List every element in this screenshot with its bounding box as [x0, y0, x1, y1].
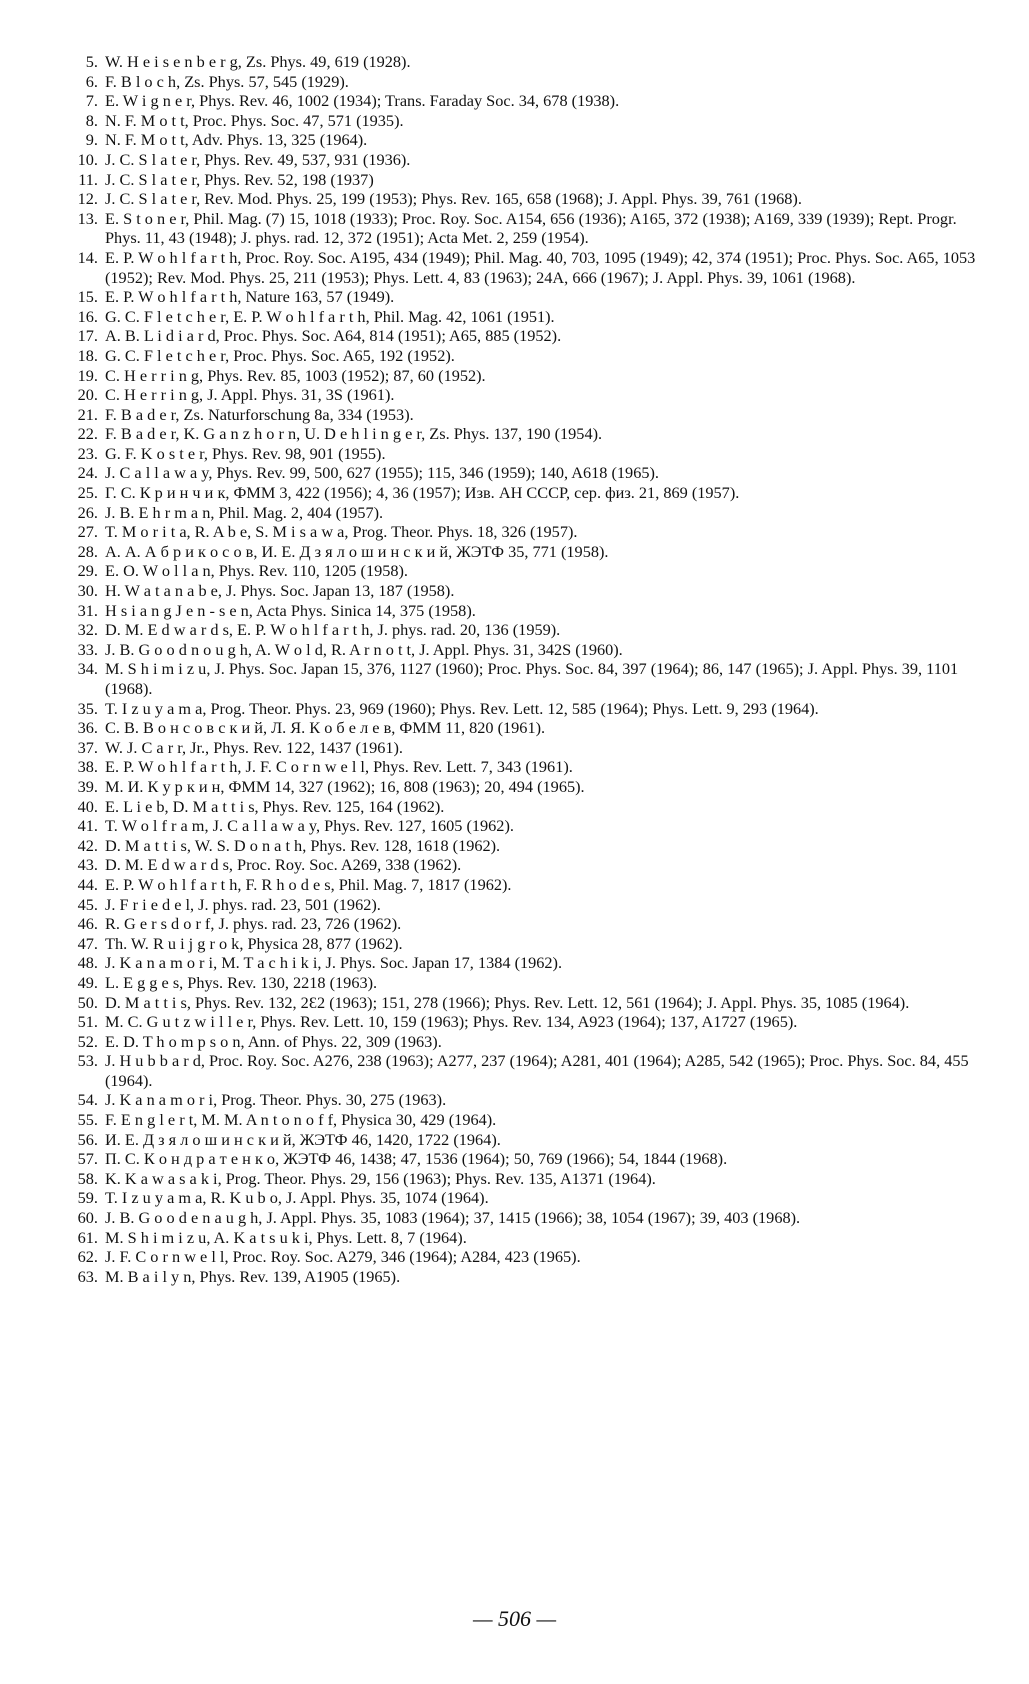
reference-text: T. I z u y a m a, R. K u b o, J. Appl. Phys. 35, 1074 (1964). [105, 1188, 489, 1208]
reference-text: N. F. M o t t, Proc. Phys. Soc. 47, 571 (1935). [105, 110, 404, 130]
reference-item [62, 640, 977, 660]
reference-text: D. M a t t i s, W. S. D o n a t h, Phys. Rev. 128, 1618 (1962). [105, 835, 501, 855]
reference-item [62, 91, 977, 111]
reference-number: 47. [77, 933, 98, 953]
reference-item [62, 738, 977, 758]
reference-item [62, 718, 977, 738]
reference-item [62, 483, 977, 503]
reference-text: Г. С. К р и н ч и к, ФММ 3, 422 (1956); 4, 36 (1957); Изв. АН СССР, сер. физ. 21, 869 (1957). [105, 483, 740, 503]
reference-item [62, 366, 977, 386]
reference-number: 10. [77, 149, 98, 169]
reference-text: E. D. T h o m p s o n, Ann. of Phys. 22, 309 (1963). [105, 1031, 442, 1051]
reference-item [62, 209, 977, 248]
reference-number: 39. [77, 776, 98, 796]
reference-item [62, 150, 977, 170]
reference-text: A. B. L i d i a r d, Proc. Phys. Soc. A64, 814 (1951); A65, 885 (1952). [105, 326, 562, 346]
reference-text: H. W a t a n a b e, J. Phys. Soc. Japan 13, 187 (1958). [105, 581, 455, 601]
reference-number: 24. [77, 463, 98, 483]
reference-text: E. O. W o l l a n, Phys. Rev. 110, 1205 (1958). [105, 561, 408, 581]
reference-number: 37. [77, 737, 98, 757]
reference-number: 25. [77, 483, 98, 503]
reference-text: Th. W. R u i j g r o k, Physica 28, 877 (1962). [105, 933, 403, 953]
reference-item [62, 561, 977, 581]
reference-item [62, 777, 977, 797]
reference-item [62, 836, 977, 856]
reference-text: J. F r i e d e l, J. phys. rad. 23, 501 (1962). [105, 894, 381, 914]
reference-text: E. P. W o h l f a r t h, J. F. C o r n w e l l, Phys. Rev. Lett. 7, 343 (1961). [105, 757, 573, 777]
reference-item [62, 405, 977, 425]
reference-number: 16. [77, 306, 98, 326]
reference-item [62, 816, 977, 836]
reference-text: W. H e i s e n b e r g, Zs. Phys. 49, 619 (1928). [105, 52, 411, 71]
reference-text: M. C. G u t z w i l l e r, Phys. Rev. Lett. 10, 159 (1963); Phys. Rev. 134, A923 (1964); 137, A1727 (1965). [105, 1012, 798, 1032]
reference-text: T. W o l f r a m, J. C a l l a w a y, Phys. Rev. 127, 1605 (1962). [105, 816, 514, 836]
reference-text: L. E g g e s, Phys. Rev. 130, 2218 (1963). [105, 972, 378, 992]
reference-item [62, 1110, 977, 1130]
reference-text: G. C. F l e t c h e r, Proc. Phys. Soc. A65, 192 (1952). [105, 345, 455, 365]
reference-number: 30. [77, 581, 98, 601]
reference-item [62, 326, 977, 346]
reference-number: 40. [77, 796, 98, 816]
reference-item [62, 797, 977, 817]
reference-text: J. C. S l a t e r, Phys. Rev. 49, 537, 931 (1936). [105, 149, 411, 169]
reference-text: E. W i g n e r, Phys. Rev. 46, 1002 (1934); Trans. Faraday Soc. 34, 678 (1938). [105, 91, 620, 111]
reference-number: 60. [77, 1208, 98, 1228]
reference-text: F. B a d e r, K. G a n z h o r n, U. D e h l i n g e r, Zs. Phys. 137, 190 (1954). [105, 424, 603, 444]
reference-item [62, 620, 977, 640]
reference-number: 26. [77, 502, 98, 522]
reference-number: 33. [77, 639, 98, 659]
reference-text: J. B. G o o d n o u g h, A. W o l d, R. A r n o t t, J. Appl. Phys. 31, 342S (1960). [105, 639, 623, 659]
reference-number: 22. [77, 424, 98, 444]
reference-text: J. C. S l a t e r, Rev. Mod. Phys. 25, 199 (1953); Phys. Rev. 165, 658 (1968); J. Appl. Phys. 39, 761 (1968). [105, 189, 802, 209]
reference-number: 14. [77, 247, 98, 267]
reference-text: А. А. А б р и к о с о в, И. Е. Д з я л о ш и н с к и й, ЖЭТФ 35, 771 (1958). [105, 541, 609, 561]
reference-item [62, 111, 977, 131]
reference-number: 38. [77, 757, 98, 777]
reference-text: М. И. К у р к и н, ФММ 14, 327 (1962); 16, 808 (1963); 20, 494 (1965). [105, 776, 585, 796]
reference-text: F. B l o c h, Zs. Phys. 57, 545 (1929). [105, 71, 349, 91]
reference-number: 62. [77, 1247, 98, 1267]
page-number: — 506 — [472, 1606, 557, 1631]
reference-text: T. M o r i t a, R. A b e, S. M i s a w a, Prog. Theor. Phys. 18, 326 (1957). [105, 522, 578, 542]
reference-item [62, 1032, 977, 1052]
reference-text: C. H e r r i n g, J. Appl. Phys. 31, 3S (1961). [105, 385, 395, 405]
reference-item [62, 1267, 977, 1287]
reference-text: J. K a n a m o r i, Prog. Theor. Phys. 30, 275 (1963). [105, 1090, 447, 1110]
reference-text: W. J. C a r r, Jr., Phys. Rev. 122, 1437 (1961). [105, 737, 403, 757]
reference-item [62, 1169, 977, 1189]
reference-list [62, 52, 977, 1286]
reference-text: G. C. F l e t c h e r, E. P. W o h l f a r t h, Phil. Mag. 42, 1061 (1951). [105, 306, 555, 326]
reference-item [62, 757, 977, 777]
reference-text: D. M. E d w a r d s, E. P. W o h l f a r t h, J. phys. rad. 20, 136 (1959). [105, 620, 561, 640]
reference-number: 32. [77, 620, 98, 640]
reference-number: 23. [77, 443, 98, 463]
reference-item [62, 581, 977, 601]
reference-item [62, 699, 977, 719]
reference-number: 12. [77, 189, 98, 209]
reference-text: R. G e r s d o r f, J. phys. rad. 23, 726 (1962). [105, 914, 402, 934]
reference-item [62, 346, 977, 366]
reference-item [62, 287, 977, 307]
reference-item [62, 993, 977, 1013]
reference-number: 59. [77, 1188, 98, 1208]
reference-text: И. Е. Д з я л о ш и н с к и й, ЖЭТФ 46, 1420, 1722 (1964). [105, 1129, 501, 1149]
reference-number: 15. [77, 287, 98, 307]
reference-item [62, 1090, 977, 1110]
reference-number: 58. [77, 1168, 98, 1188]
reference-text: П. С. К о н д р а т е н к о, ЖЭТФ 46, 1438; 47, 1536 (1964); 50, 769 (1966); 54, 1844 (1968). [105, 1149, 728, 1169]
reference-text: F. E n g l e r t, M. M. A n t o n o f f, Physica 30, 429 (1964). [105, 1110, 497, 1130]
reference-number: 35. [77, 698, 98, 718]
reference-item [62, 463, 977, 483]
reference-item [62, 953, 977, 973]
reference-number: 34. [77, 659, 98, 679]
reference-number: 54. [77, 1090, 98, 1110]
reference-number: 43. [77, 855, 98, 875]
reference-item [62, 1208, 977, 1228]
reference-number: 11. [78, 169, 98, 189]
reference-text: M. S h i m i z u, A. K a t s u k i, Phys. Lett. 8, 7 (1964). [105, 1227, 467, 1247]
reference-text: J. C a l l a w a y, Phys. Rev. 99, 500, 627 (1955); 115, 346 (1959); 140, A618 (1965). [105, 463, 659, 483]
reference-text: D. M. E d w a r d s, Proc. Roy. Soc. A269, 338 (1962). [105, 855, 462, 875]
reference-number: 56. [77, 1129, 98, 1149]
reference-item [62, 601, 977, 621]
reference-text: F. B a d e r, Zs. Naturforschung 8a, 334 (1953). [105, 404, 414, 424]
reference-number: 20. [77, 385, 98, 405]
reference-item [62, 1130, 977, 1150]
reference-item [62, 542, 977, 562]
reference-item [62, 875, 977, 895]
reference-number: 55. [77, 1110, 98, 1130]
reference-number: 52. [77, 1031, 98, 1051]
reference-item [62, 170, 977, 190]
reference-number: 51. [77, 1012, 98, 1032]
reference-text: E. L i e b, D. M a t t i s, Phys. Rev. 125, 164 (1962). [105, 796, 445, 816]
reference-number: 50. [77, 992, 98, 1012]
reference-item [62, 522, 977, 542]
reference-item [62, 1051, 977, 1090]
reference-item [62, 659, 977, 698]
reference-text: T. I z u y a m a, Prog. Theor. Phys. 23, 969 (1960); Phys. Rev. Lett. 12, 585 (1964); Phys. Lett. 9, 293 (1964). [105, 698, 819, 718]
reference-number: 27. [77, 522, 98, 542]
reference-item [62, 307, 977, 327]
reference-text: E. P. W o h l f a r t h, F. R h o d e s, Phil. Mag. 7, 1817 (1962). [105, 874, 512, 894]
reference-item [62, 973, 977, 993]
reference-item [62, 385, 977, 405]
reference-item [62, 895, 977, 915]
reference-number: 13. [77, 208, 98, 228]
reference-number: 5. [85, 52, 98, 71]
reference-item [62, 72, 977, 92]
reference-number: 44. [77, 874, 98, 894]
reference-text: D. M a t t i s, Phys. Rev. 132, 2Ԑ2 (1963); 151, 278 (1966); Phys. Rev. Lett. 12, 561 (1964); J. Appl. Phys. 35, 1085 (1964). [105, 992, 910, 1012]
reference-number: 29. [77, 561, 98, 581]
reference-text: K. K a w a s a k i, Prog. Theor. Phys. 29, 156 (1963); Phys. Rev. 135, A1371 (1964). [105, 1168, 656, 1188]
reference-number: 42. [77, 835, 98, 855]
reference-number: 9. [85, 130, 98, 150]
reference-number: 28. [77, 541, 98, 561]
reference-number: 21. [77, 404, 98, 424]
reference-number: 49. [77, 972, 98, 992]
reference-item [62, 130, 977, 150]
reference-text: J. H u b b a r d, Proc. Roy. Soc. A276, 238 (1963); A277, 237 (1964); A281, 401 (1964); A285, 542 (1965); Proc. Phys. Soc. 84, 455 (1964). [105, 1051, 969, 1090]
reference-number: 19. [77, 365, 98, 385]
reference-item [62, 855, 977, 875]
reference-item [62, 52, 977, 72]
reference-item [62, 1188, 977, 1208]
reference-text: N. F. M o t t, Adv. Phys. 13, 325 (1964). [105, 130, 368, 150]
reference-number: 18. [77, 345, 98, 365]
reference-text: E. P. W o h l f a r t h, Proc. Roy. Soc. A195, 434 (1949); Phil. Mag. 40, 703, 1095 (1949); 42, 374 (1951); Proc. Phys. Soc. A65, 1053 (1952); Rev. Mod. Phys. 25, 211 (1953); Phys. Lett. 4, 83 (1963); 24A, 666 (1967); J. Appl. Phys. 39, 1061 (1968). [105, 247, 976, 287]
reference-text: J. B. E h r m a n, Phil. Mag. 2, 404 (1957). [105, 502, 384, 522]
reference-item [62, 1247, 977, 1267]
reference-number: 41. [77, 816, 98, 836]
reference-number: 8. [85, 110, 98, 130]
reference-text: J. K a n a m o r i, M. T a c h i k i, J. Phys. Soc. Japan 17, 1384 (1962). [105, 953, 563, 973]
reference-number: 45. [77, 894, 98, 914]
reference-item [62, 1228, 977, 1248]
reference-text: С. В. В о н с о в с к и й, Л. Я. К о б е л е в, ФММ 11, 820 (1961). [105, 718, 546, 738]
reference-number: 46. [77, 914, 98, 934]
reference-number: 7. [85, 91, 98, 111]
reference-item [62, 189, 977, 209]
reference-text: C. H e r r i n g, Phys. Rev. 85, 1003 (1952); 87, 60 (1952). [105, 365, 486, 385]
reference-text: J. B. G o o d e n a u g h, J. Appl. Phys. 35, 1083 (1964); 37, 1415 (1966); 38, 1054 (1967); 39, 403 (1968). [105, 1208, 801, 1228]
reference-text: E. S t o n e r, Phil. Mag. (7) 15, 1018 (1933); Proc. Roy. Soc. A154, 656 (1936); A165, 372 (1938); A169, 339 (1939); Rept. Progr. Phys. 11, 43 (1948); J. phys. rad. 12, 372 (1951); Acta Met. 2, 259 (1954). [105, 208, 957, 248]
reference-item [62, 1012, 977, 1032]
reference-text: H s i a n g J e n - s e n, Acta Phys. Sinica 14, 375 (1958). [105, 600, 476, 620]
reference-text: J. F. C o r n w e l l, Proc. Roy. Soc. A279, 346 (1964); A284, 423 (1965). [105, 1247, 581, 1267]
reference-number: 17. [77, 326, 98, 346]
reference-item [62, 248, 977, 287]
reference-item [62, 424, 977, 444]
reference-number: 36. [77, 718, 98, 738]
reference-text: G. F. K o s t e r, Phys. Rev. 98, 901 (1955). [105, 443, 386, 463]
reference-number: 57. [77, 1149, 98, 1169]
reference-text: E. P. W o h l f a r t h, Nature 163, 57 (1949). [105, 287, 395, 307]
reference-item [62, 914, 977, 934]
reference-number: 31. [77, 600, 98, 620]
reference-text: M. S h i m i z u, J. Phys. Soc. Japan 15, 376, 1127 (1960); Proc. Phys. Soc. 84, 397 (1964); 86, 147 (1965); J. Appl. Phys. 39, 1101 (1968). [105, 659, 959, 698]
reference-number: 6. [85, 71, 98, 91]
reference-text: M. B a i l y n, Phys. Rev. 139, A1905 (1965). [105, 1266, 401, 1286]
reference-number: 48. [77, 953, 98, 973]
reference-number: 61. [77, 1227, 98, 1247]
reference-number: 53. [77, 1051, 98, 1071]
reference-item [62, 1149, 977, 1169]
reference-text: J. C. S l a t e r, Phys. Rev. 52, 198 (1937) [105, 169, 374, 189]
reference-item [62, 444, 977, 464]
reference-item [62, 934, 977, 954]
reference-number: 63. [77, 1266, 98, 1286]
reference-item [62, 503, 977, 523]
